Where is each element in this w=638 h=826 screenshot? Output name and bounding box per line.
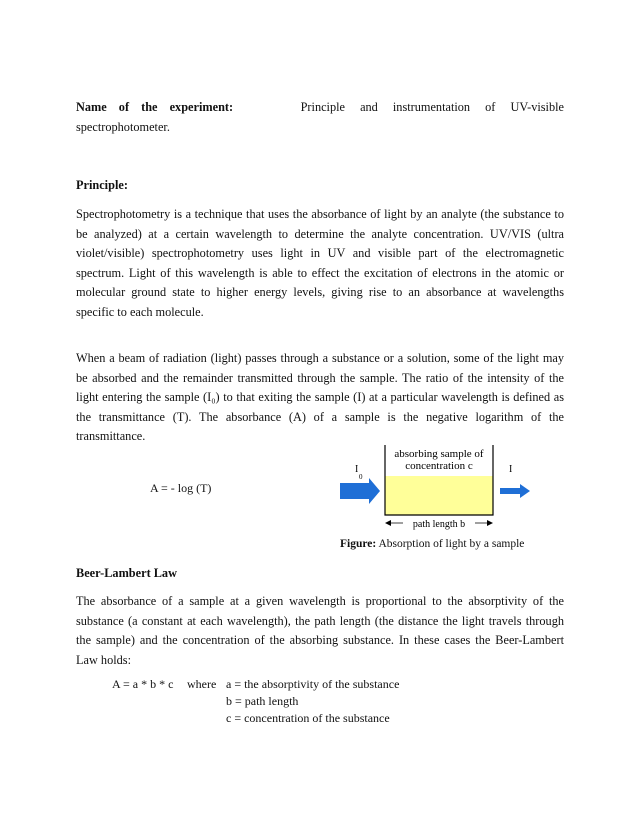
incident-label: I <box>355 464 359 475</box>
path-arrowhead-right <box>487 520 493 526</box>
beer-lambert-formula: A = a * b * c <box>112 677 174 691</box>
transmitted-label: I <box>509 464 513 475</box>
experiment-title: Principle and instrumentation of UV-visible <box>300 100 564 114</box>
experiment-label: Name of the experiment: <box>76 100 234 114</box>
figure-caption-text: Absorption of light by a sample <box>376 538 525 550</box>
path-arrowhead-left <box>385 520 391 526</box>
sample-fill <box>385 476 493 515</box>
where-label: where <box>187 677 217 691</box>
incident-arrow <box>340 478 380 504</box>
absorption-figure <box>340 440 550 532</box>
figure-caption <box>340 538 524 550</box>
principle-paragraph-2: When a beam of radiation (light) passes through a substance or a solution, some of the light may be absorbed and the remainder transmitted through the sample. The ratio of the intensity of the light entering the sample (I₀) to that exiting the sample (I) at a particular wavelength is defined as the transmittance (T). The absorbance (A) of a sample is the negative logarithm of the transmittance. <box>76 351 564 444</box>
experiment-title-line-1 <box>76 98 564 118</box>
definition-c: c = concentration of the substance <box>226 711 390 725</box>
path-length-label: path length b <box>412 519 466 530</box>
sample-label-line-2: concentration c <box>405 460 473 472</box>
sample-label-line-1: absorbing sample of <box>394 448 484 460</box>
beer-lambert-paragraph: The absorbance of a sample at a given wavelength is proportional to the absorptivity of the substance (a constant at each wavelength), the path length (the distance the light travels through the sample) and the concentration of the absorbing substance. In these cases the Beer-Lambert Law holds: <box>76 594 564 667</box>
incident-subscript: 0 <box>359 473 363 481</box>
definition-b: b = path length <box>226 694 299 708</box>
beer-lambert-heading: Beer-Lambert Law <box>76 566 177 580</box>
definition-a: a = the absorptivity of the substance <box>226 677 400 691</box>
principle-paragraph-1: Spectrophotometry is a technique that uses the absorbance of light by an analyte (the substance to be analyzed) at a certain wavelength to determine the analyte concentration. UV/VIS (ultra violet/visible) spectrophotometry uses light in UV and visible part of the electromagnetic spectrum. Light of this wavelength is able to effect the excitation of electrons in the atomic or molecular ground state to higher energy levels, giving rise to an absorbance at wavelengths specific to each molecule. <box>76 207 564 319</box>
principle-heading: Principle: <box>76 178 128 192</box>
experiment-title-block <box>76 98 564 137</box>
figure-caption-label: Figure: <box>340 538 377 550</box>
experiment-title-line-2: spectrophotometer. <box>76 119 170 134</box>
transmitted-arrow <box>500 484 530 498</box>
absorbance-equation: A = - log (T) <box>150 481 212 495</box>
